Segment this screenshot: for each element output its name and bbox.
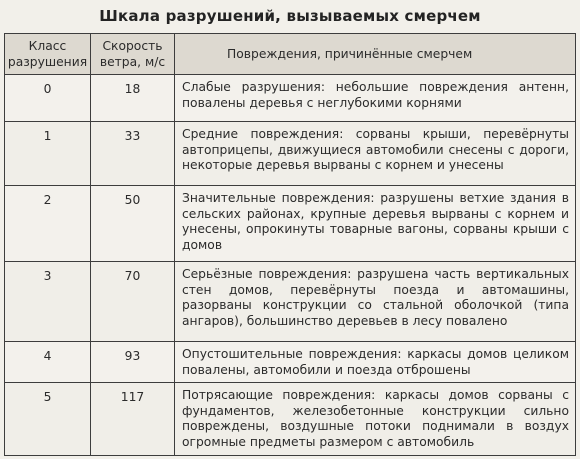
table-row (5, 342, 576, 383)
cell-damage-class: 0 (5, 75, 91, 122)
cell-damage-class: 1 (5, 122, 91, 186)
cell-damage-description: Средние повреждения: сорваны крыши, перевёрнуты автоприцепы, движущиеся автомобили снесены с дороги, некоторые деревья вырваны с корнем и унесены (175, 122, 576, 186)
header-damage-description: Повреждения, причинённые смерчем (175, 34, 576, 75)
table-row (5, 383, 576, 455)
table-body (5, 75, 576, 456)
table-row (5, 75, 576, 122)
cell-damage-class: 3 (5, 262, 91, 342)
damage-scale-table-container (4, 33, 576, 453)
table-row (5, 186, 576, 262)
cell-damage-description: Значительные повреждения: разрушены ветхие здания в сельских районах, крупные деревья вырваны с корнем и унесены, опрокинуты товарные вагоны, сорваны крыши с домов (175, 186, 576, 262)
header-wind-speed-line1: Скорость (102, 39, 163, 53)
cell-damage-description: Серьёзные повреждения: разрушена часть вертикальных стен домов, перевёрнуты поезда и автомашины, разорваны конструкции со стальной оболочкой (типа ангаров), большинство деревьев в лесу повалено (175, 262, 576, 342)
header-wind-speed-line2: ветра, м/с (99, 55, 166, 69)
header-wind-speed (91, 34, 175, 75)
damage-scale-table (4, 33, 576, 456)
cell-damage-class: 2 (5, 186, 91, 262)
cell-wind-speed: 117 (91, 383, 175, 455)
cell-wind-speed: 18 (91, 75, 175, 122)
cell-damage-description: Потрясающие повреждения: каркасы домов сорваны с фундаментов, железобетонные конструкции сильно повреждены, воздушные потоки поднимали в воздух огромные предметы размером с автомобиль (175, 383, 576, 455)
table-header (5, 34, 576, 75)
header-damage-class-line1: Класс (28, 39, 67, 53)
cell-wind-speed: 33 (91, 122, 175, 186)
cell-wind-speed: 70 (91, 262, 175, 342)
header-damage-class-line2: разрушения (7, 55, 88, 69)
cell-damage-description: Опустошительные повреждения: каркасы домов целиком повалены, автомобили и поезда отброшены (175, 342, 576, 383)
header-row (5, 34, 576, 75)
cell-wind-speed: 93 (91, 342, 175, 383)
header-damage-class (5, 34, 91, 75)
cell-wind-speed: 50 (91, 186, 175, 262)
cell-damage-description: Слабые разрушения: небольшие повреждения антенн, повалены деревья с неглубокими корнями (175, 75, 576, 122)
cell-damage-class: 4 (5, 342, 91, 383)
cell-damage-class: 5 (5, 383, 91, 455)
page-title: Шкала разрушений, вызываемых смерчем (99, 7, 481, 25)
table-row (5, 262, 576, 342)
table-row (5, 122, 576, 186)
